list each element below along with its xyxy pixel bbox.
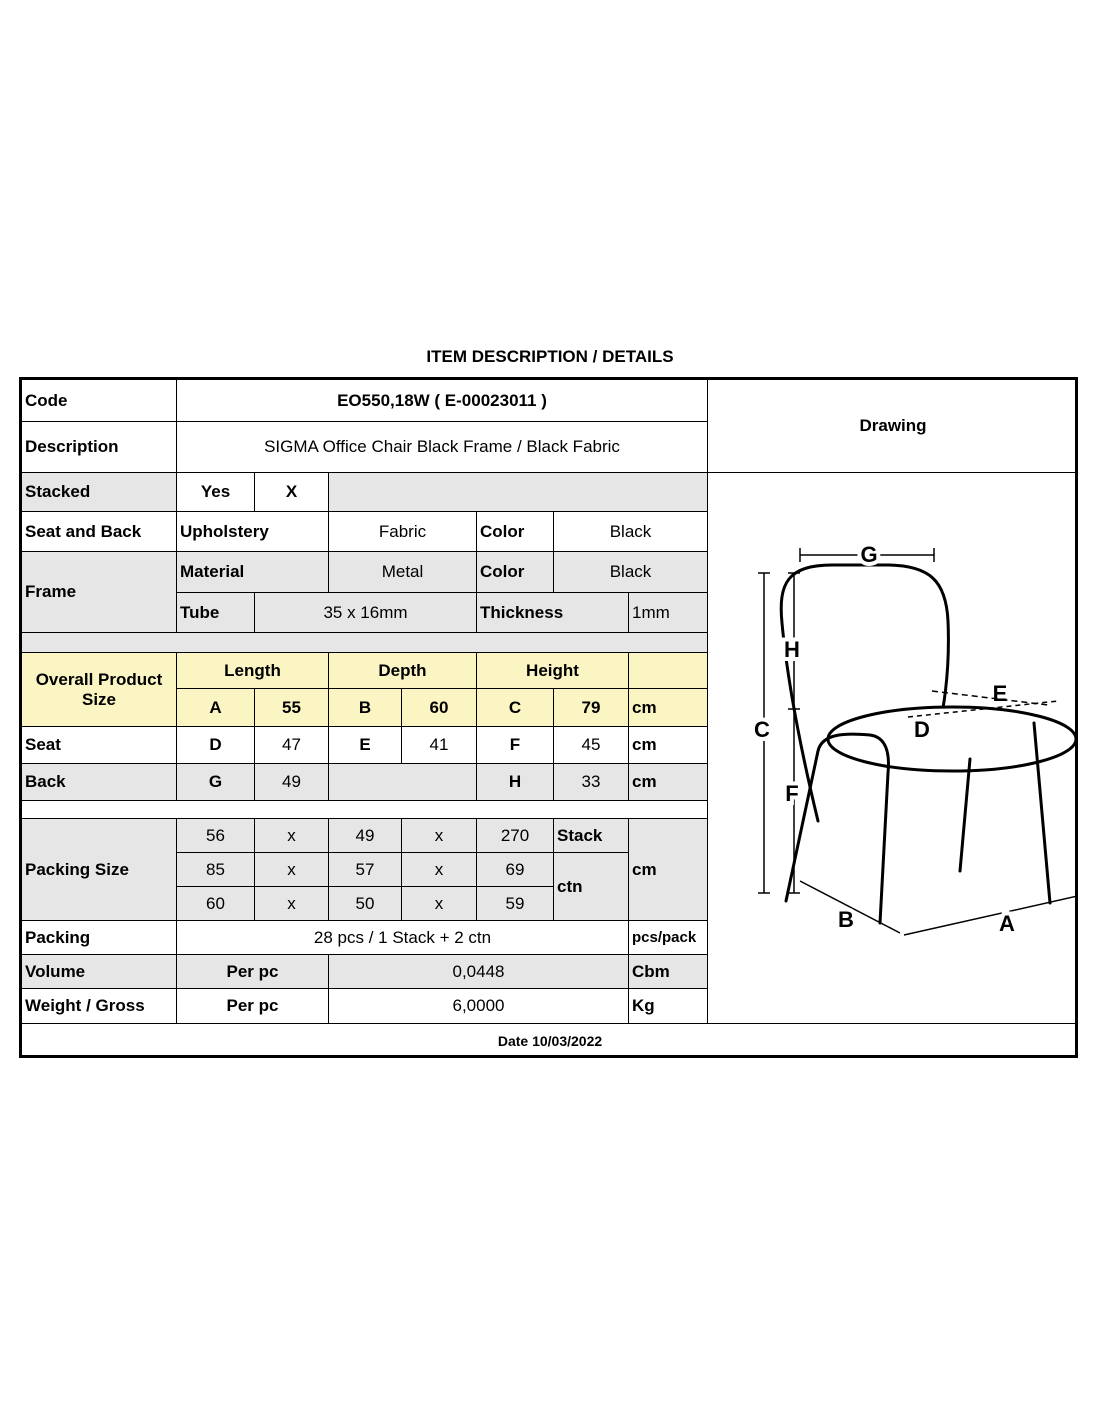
- pack-row3-x1: x: [255, 887, 329, 921]
- packing-value: 28 pcs / 1 Stack + 2 ctn: [177, 921, 629, 955]
- dim-h-value: 33: [554, 764, 629, 801]
- description-label: Description: [22, 422, 177, 473]
- packing-size-label: Packing Size: [22, 819, 177, 921]
- weight-value: 6,0000: [329, 989, 629, 1024]
- dim-h-letter: H: [477, 764, 554, 801]
- chair-frame-rear-leg: [960, 759, 970, 871]
- stacked-blank: [329, 473, 708, 512]
- pack-ctn-label: ctn: [554, 853, 629, 921]
- volume-per: Per pc: [177, 955, 329, 989]
- seat-color-label: Color: [477, 512, 554, 552]
- drawing-letter-g: G: [860, 542, 878, 567]
- overall-size-label: Overall Product Size: [22, 653, 177, 727]
- weight-unit: Kg: [629, 989, 708, 1024]
- pack-unit: cm: [629, 819, 708, 921]
- pack-row3-width: 50: [329, 887, 402, 921]
- drawing-letter-b: B: [838, 907, 854, 932]
- height-header: Height: [477, 653, 629, 689]
- seat-label: Seat: [22, 727, 177, 764]
- pack-stack-label: Stack: [554, 819, 629, 853]
- dim-line-a: [904, 895, 1078, 935]
- pack-row1-height: 270: [477, 819, 554, 853]
- drawing-letter-d: D: [914, 717, 930, 742]
- dim-f-value: 45: [554, 727, 629, 764]
- spec-sheet: [19, 377, 1078, 1058]
- pack-row1-x2: x: [402, 819, 477, 853]
- code-value: EO550,18W ( E-00023011 ): [177, 380, 708, 422]
- upholstery-value: Fabric: [329, 512, 477, 552]
- stacked-label: Stacked: [22, 473, 177, 512]
- pack-row2-x1: x: [255, 853, 329, 887]
- upholstery-label: Upholstery: [177, 512, 329, 552]
- drawing-letter-h: H: [784, 637, 800, 662]
- depth-header: Depth: [329, 653, 477, 689]
- dim-b-value: 60: [402, 689, 477, 727]
- seat-unit: cm: [629, 727, 708, 764]
- dim-e-letter: E: [329, 727, 402, 764]
- dim-a-letter: A: [177, 689, 255, 727]
- material-value: Metal: [329, 552, 477, 593]
- thickness-value: 1mm: [629, 593, 708, 633]
- seat-color-value: Black: [554, 512, 708, 552]
- weight-per: Per pc: [177, 989, 329, 1024]
- volume-unit: Cbm: [629, 955, 708, 989]
- volume-value: 0,0448: [329, 955, 629, 989]
- drawing-letter-c: C: [754, 717, 770, 742]
- pack-row2-height: 69: [477, 853, 554, 887]
- pack-row2-width: 57: [329, 853, 402, 887]
- pack-row3-height: 59: [477, 887, 554, 921]
- pack-row1-length: 56: [177, 819, 255, 853]
- overall-unit: cm: [629, 689, 708, 727]
- document-title: ITEM DESCRIPTION / DETAILS: [426, 347, 674, 366]
- drawing-letter-f: F: [785, 781, 799, 806]
- date: Date 10/03/2022: [497, 1033, 603, 1049]
- stacked-yes: Yes: [177, 473, 255, 512]
- pack-row1-x1: x: [255, 819, 329, 853]
- thickness-label: Thickness: [477, 593, 629, 633]
- pack-row3-x2: x: [402, 887, 477, 921]
- frame-label: Frame: [22, 552, 177, 633]
- pack-row3-length: 60: [177, 887, 255, 921]
- tube-value: 35 x 16mm: [255, 593, 477, 633]
- back-label: Back: [22, 764, 177, 801]
- description-value: SIGMA Office Chair Black Frame / Black Fabric: [177, 422, 708, 473]
- length-header: Length: [177, 653, 329, 689]
- weight-label: Weight / Gross: [22, 989, 177, 1024]
- back-unit: cm: [629, 764, 708, 801]
- pack-row1-width: 49: [329, 819, 402, 853]
- packing-label: Packing: [22, 921, 177, 955]
- pack-row2-length: 85: [177, 853, 255, 887]
- drawing-label: Drawing: [708, 380, 1078, 473]
- spacer-row-2: [22, 801, 708, 819]
- tube-label: Tube: [177, 593, 255, 633]
- dim-a-value: 55: [255, 689, 329, 727]
- pack-row2-x2: x: [402, 853, 477, 887]
- frame-color-value: Black: [554, 552, 708, 593]
- dim-g-letter: G: [177, 764, 255, 801]
- dim-c-letter: C: [477, 689, 554, 727]
- dim-e-value: 41: [402, 727, 477, 764]
- chair-drawing: [708, 473, 1078, 1021]
- drawing-letter-a: A: [999, 911, 1015, 936]
- volume-label: Volume: [22, 955, 177, 989]
- spacer-row: [22, 633, 708, 653]
- stacked-mark: X: [255, 473, 329, 512]
- dim-d-value: 47: [255, 727, 329, 764]
- seat-back-label: Seat and Back: [22, 512, 177, 552]
- dim-line-e: [932, 691, 1048, 705]
- packing-unit: pcs/pack: [629, 921, 708, 955]
- height-header-blank: [629, 653, 708, 689]
- code-label: Code: [22, 380, 177, 422]
- back-blank: [329, 764, 477, 801]
- dim-f-letter: F: [477, 727, 554, 764]
- chair-backrest: [781, 565, 948, 821]
- material-label: Material: [177, 552, 329, 593]
- dim-c-value: 79: [554, 689, 629, 727]
- dim-g-value: 49: [255, 764, 329, 801]
- frame-color-label: Color: [477, 552, 554, 593]
- dim-d-letter: D: [177, 727, 255, 764]
- dim-b-letter: B: [329, 689, 402, 727]
- drawing-letter-e: E: [992, 681, 1008, 706]
